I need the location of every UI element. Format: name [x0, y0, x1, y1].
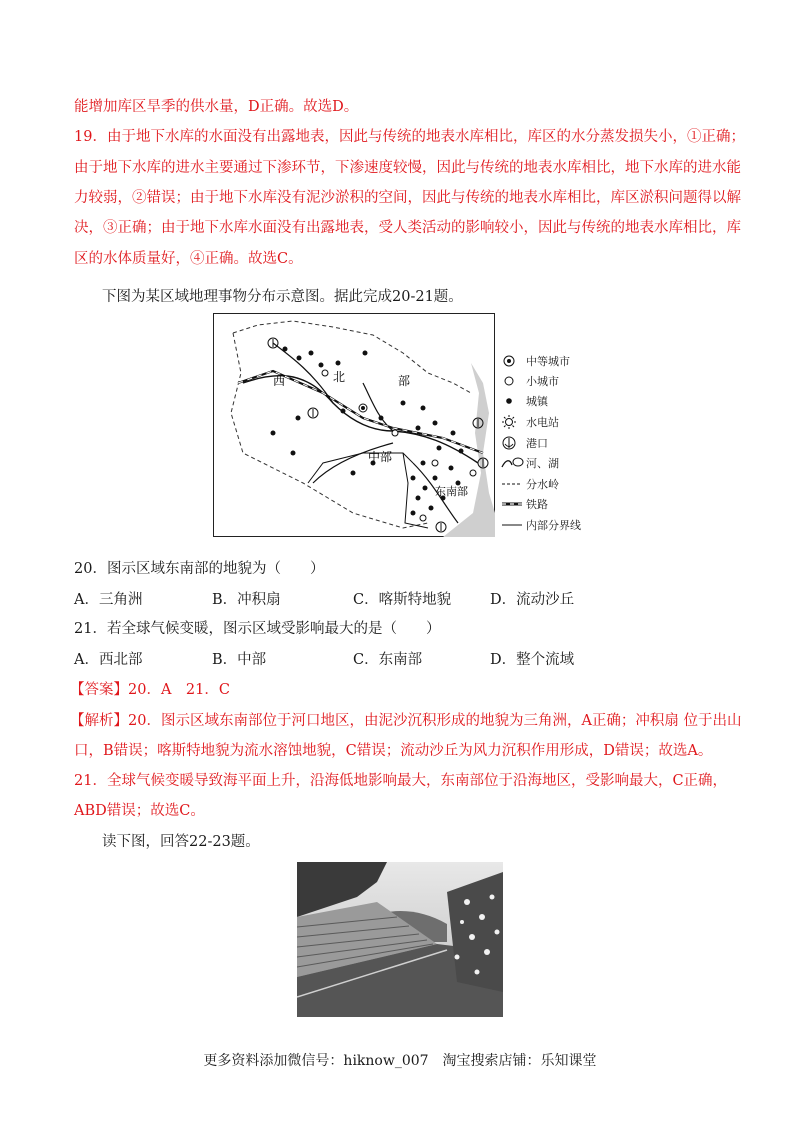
q21-option-a: A．西北部 [74, 652, 143, 668]
port-icon [500, 435, 526, 451]
region-label-north: 北 [333, 370, 346, 384]
explanation-line: 19．由于地下水库的水面没有出露地表，因此与传统的地表水库相比，库区的水分蒸发损失小，①正确； [74, 129, 745, 145]
map-legend [500, 349, 610, 539]
question-20-stem: 20．图示区域东南部的地貌为（ ） [74, 561, 325, 577]
answer-line: 【答案】20．A 21．C [70, 682, 230, 698]
explanation-line: 【解析】20．图示区域东南部位于河口地区，由泥沙沉积形成的地貌为三角洲，A正确；冲积扇 位于出山 [70, 713, 742, 729]
legend-item: 河、湖 [500, 455, 559, 471]
q21-option-c: C．东南部 [353, 652, 423, 668]
footer: 更多资料添加微信号：hiknow_007 淘宝搜索店铺：乐知课堂 [203, 1053, 597, 1069]
watershed-line-icon [500, 476, 526, 492]
legend-item: 中等城市 [500, 353, 570, 369]
internal-boundary-icon [500, 517, 526, 533]
legend-item: 小城市 [500, 373, 559, 389]
legend-item: 城镇 [500, 393, 548, 409]
q20-option-c: C．喀斯特地貌 [353, 592, 452, 608]
region-label-central: 中部 [368, 450, 393, 464]
q20-option-d: D．流动沙丘 [490, 592, 575, 608]
explanation-line: 区的水体质量好，④正确。故选C。 [74, 251, 303, 267]
legend-item: 内部分界线 [500, 517, 581, 533]
explanation-line: 21．全球气候变暖导致海平面上升，沿海低地影响最大，东南部位于沿海地区，受影响最大，C正确， [74, 773, 728, 789]
explanation-line: ABD错误；故选C。 [74, 803, 205, 819]
q20-option-b: B．冲积扇 [212, 592, 281, 608]
explanation-line: 能增加库区旱季的供水量，D正确。故选D。 [74, 99, 359, 115]
medium-city-icon [500, 353, 526, 369]
legend-item: 铁路 [500, 496, 548, 512]
region-label-southeast: 东南部 [435, 485, 468, 498]
explanation-line: 由于地下水库的进水主要通过下渗环节，下渗速度较慢，因此与传统的地表水库相比，地下水库的进水能 [74, 160, 741, 176]
question-intro: 读下图，回答22-23题。 [102, 834, 260, 850]
terrace-road-photo [297, 862, 503, 1017]
question-21-stem: 21．若全球气候变暖，图示区域受影响最大的是（ ） [74, 621, 441, 637]
explanation-line: 力较弱，②错误；由于地下水库没有泥沙淤积的空间，因此与传统的地表水库相比，库区淤积问题得以解 [74, 190, 741, 206]
q21-option-d: D．整个流域 [490, 652, 575, 668]
regional-map [213, 313, 495, 537]
legend-item: 水电站 [500, 414, 559, 430]
q20-option-a: A．三角洲 [74, 592, 143, 608]
town-icon [500, 393, 526, 409]
question-intro: 下图为某区域地理事物分布示意图。据此完成20-21题。 [102, 289, 463, 305]
river-lake-icon [500, 455, 526, 471]
railway-icon [500, 496, 526, 512]
legend-item: 港口 [500, 435, 548, 451]
legend-item: 分水岭 [500, 476, 559, 492]
q21-option-b: B．中部 [212, 652, 267, 668]
hydropower-station-icon [500, 414, 526, 430]
explanation-line: 口，B错误；喀斯特地貌为流水溶蚀地貌，C错误；流动沙丘为风力沉积作用形成，D错误；故选A。 [74, 743, 713, 759]
region-label-part: 部 [398, 374, 411, 388]
region-label-west: 西 [273, 374, 286, 388]
explanation-line: 决，③正确；由于地下水库水面没有出露地表，受人类活动的影响较小，因此与传统的地表水库相比，库 [74, 220, 741, 236]
small-city-icon [500, 373, 526, 389]
